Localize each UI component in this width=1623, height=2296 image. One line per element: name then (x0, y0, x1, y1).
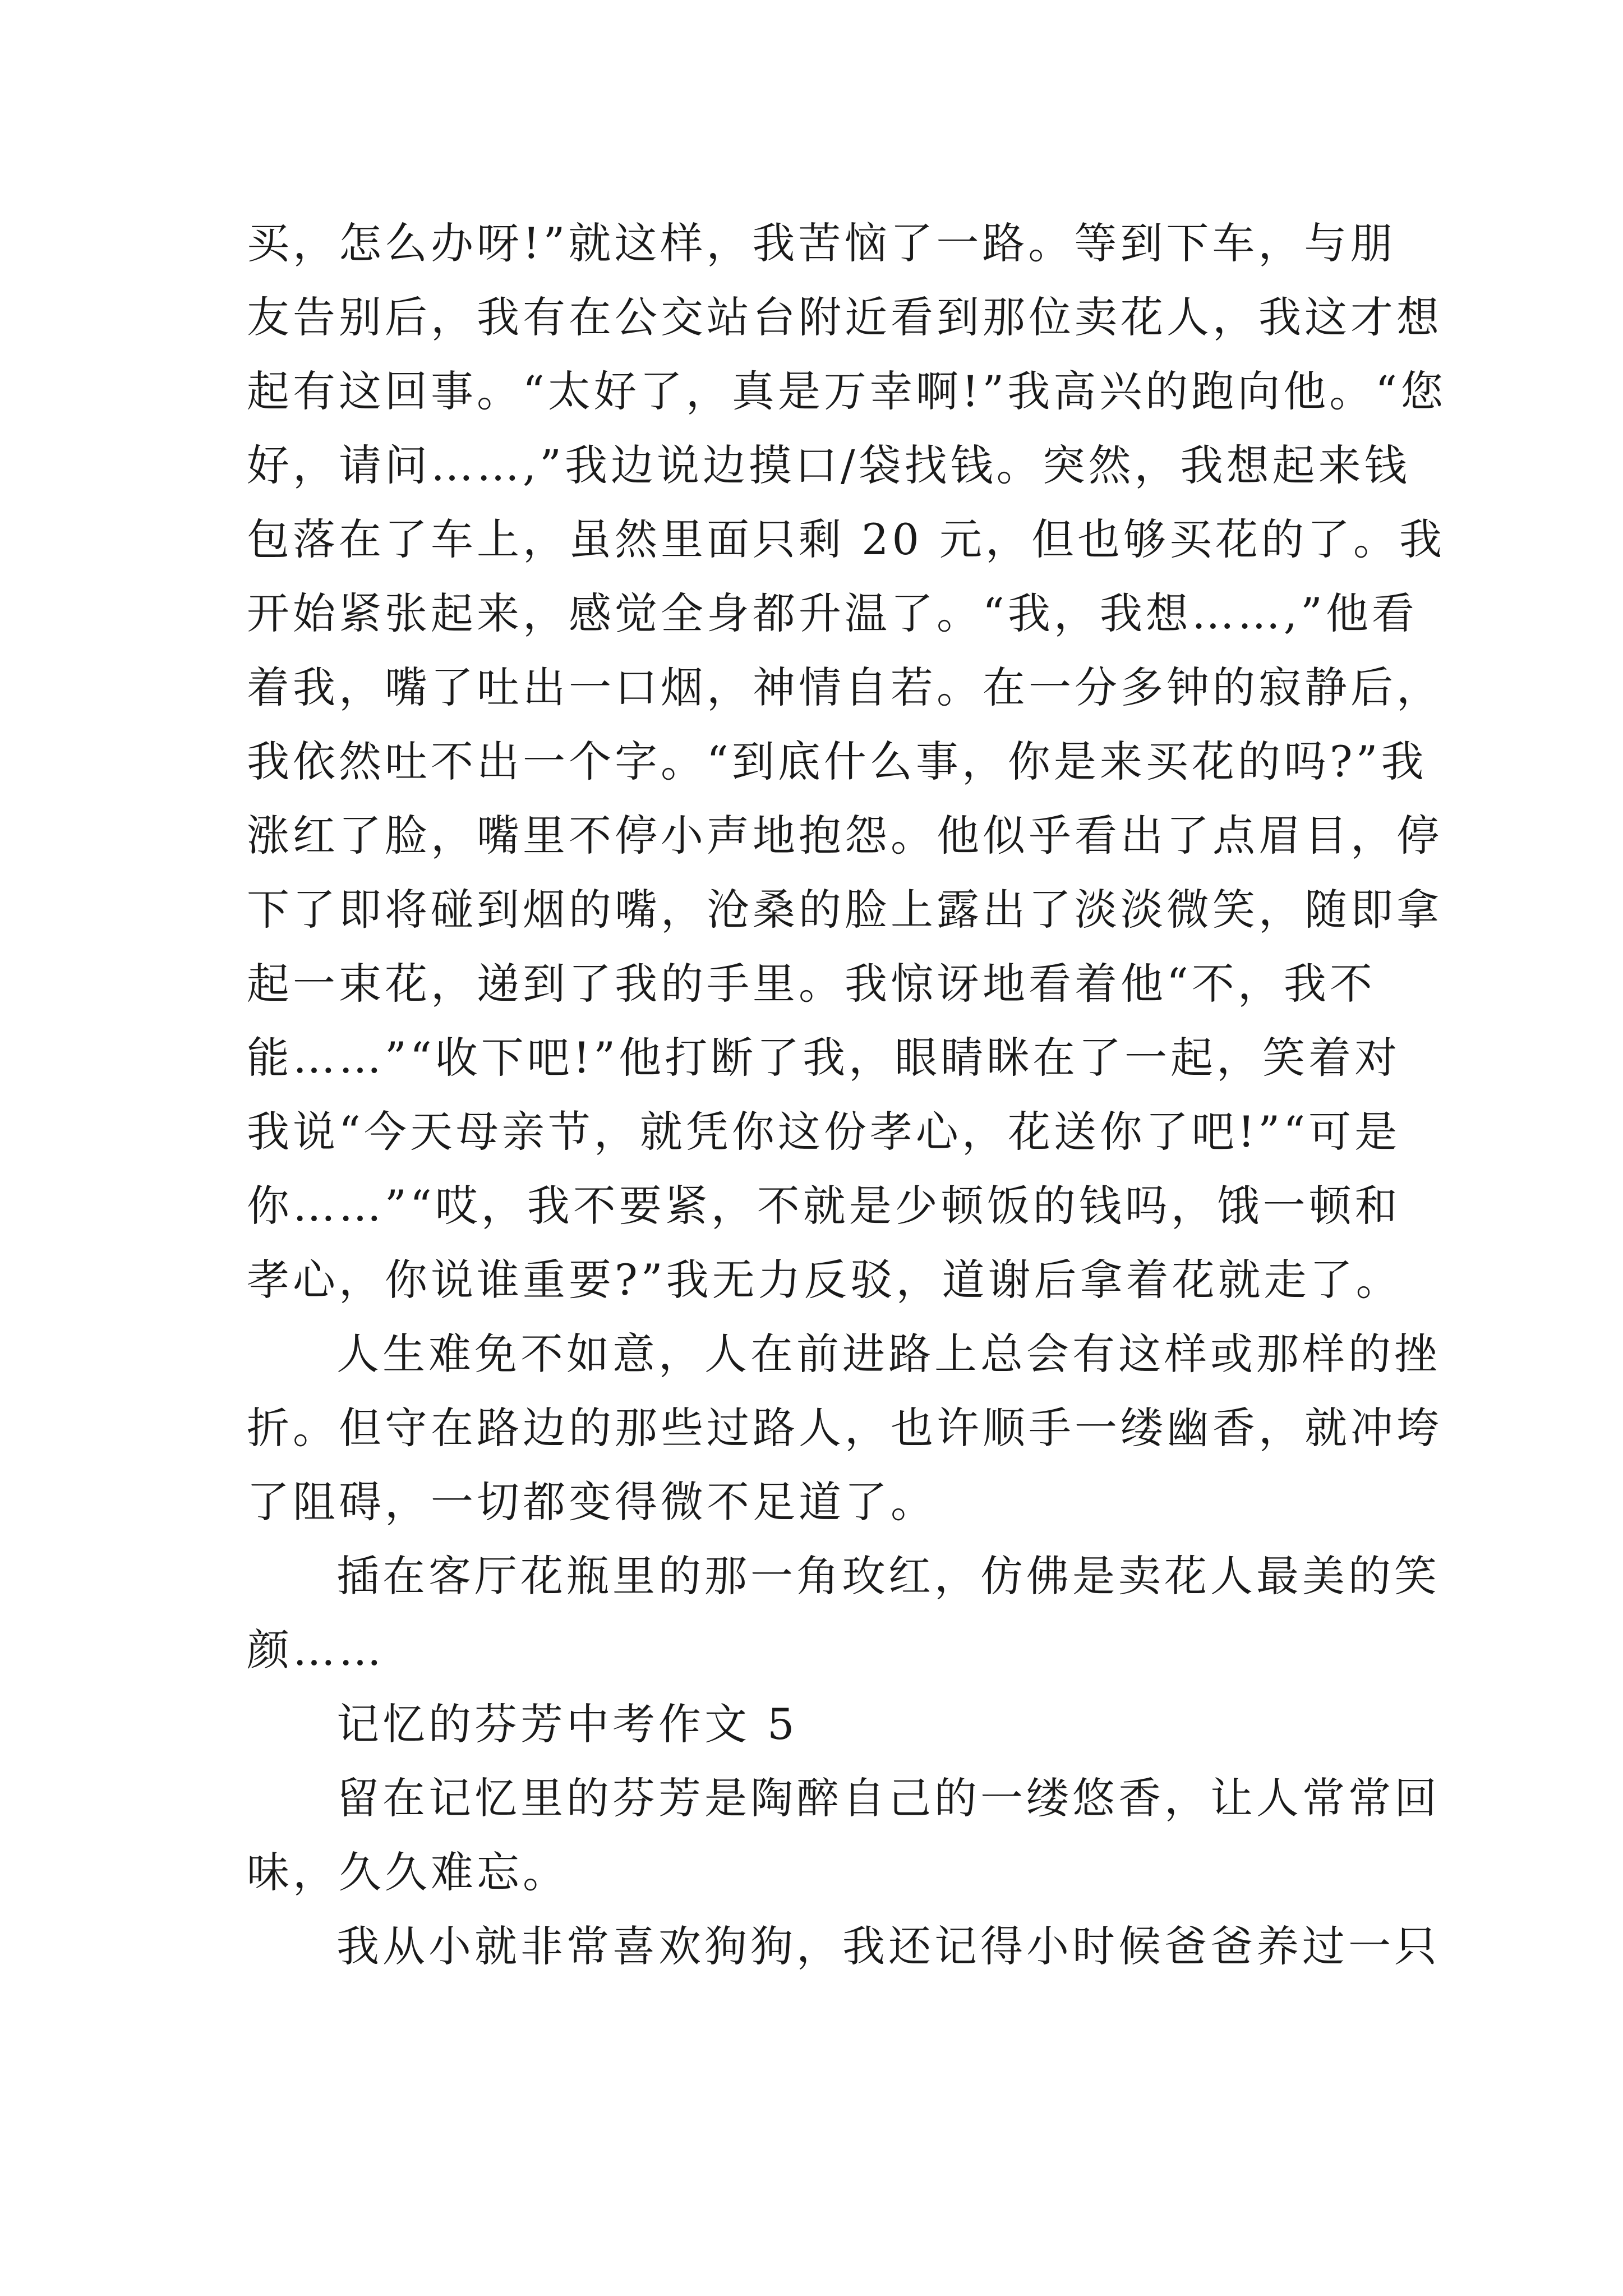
text-line: 开始紧张起来，感觉全身都升温了。“我，我想……,”他看 (247, 588, 1418, 638)
text-line: 我说“今天母亲节，就凭你这份孝心，花送你了吧!”“可是 (247, 1107, 1401, 1157)
text-line: 孝心，你说谁重要?”我无力反驳，道谢后拿着花就走了。 (247, 1255, 1402, 1305)
text-line: 味，久久难忘。 (247, 1847, 569, 1897)
text-line: 记忆的芬芳中考作文 5 (336, 1699, 798, 1749)
text-line: 了阻碍，一切都变得微不足道了。 (247, 1477, 937, 1527)
text-line: 买，怎么办呀!”就这样，我苦恼了一路。等到下车，与朋 (247, 218, 1396, 268)
text-line: 颜…… (247, 1625, 385, 1675)
text-line: 你……”“哎，我不要紧，不就是少顿饭的钱吗，饿一顿和 (247, 1181, 1401, 1231)
text-line: 折。但守在路边的那些过路人，也许顺手一缕幽香，就冲垮 (247, 1403, 1442, 1453)
text-line: 包落在了车上，虽然里面只剩 20 元，但也够买花的了。我 (247, 514, 1446, 564)
text-line: 留在记忆里的芬芳是陶醉自己的一缕悠香，让人常常回 (336, 1773, 1440, 1823)
text-line: 起有这回事。“太好了，真是万幸啊!”我高兴的跑向他。“您 (247, 366, 1447, 416)
text-line: 能……”“收下吧!”他打断了我，眼睛眯在了一起，笑着对 (247, 1033, 1401, 1083)
text-line: 好，请问……,”我边说边摸口/袋找钱。突然，我想起来钱 (247, 440, 1410, 490)
text-line: 起一束花，递到了我的手里。我惊讶地看着他“不，我不 (247, 959, 1376, 1009)
text-line: 我依然吐不出一个字。“到底什么事，你是来买花的吗?”我 (247, 737, 1427, 786)
text-line: 我从小就非常喜欢狗狗，我还记得小时候爸爸养过一只 (336, 1921, 1440, 1971)
text-line: 人生难免不如意，人在前进路上总会有这样或那样的挫 (336, 1329, 1440, 1379)
essay-text (247, 206, 1447, 1984)
text-line: 友告别后，我有在公交站台附近看到那位卖花人，我这才想 (247, 292, 1442, 342)
text-line: 下了即将碰到烟的嘴，沧桑的脸上露出了淡淡微笑，随即拿 (247, 885, 1442, 935)
text-line: 插在客厅花瓶里的那一角玫红，仿佛是卖花人最美的笑 (336, 1551, 1440, 1601)
text-line: 涨红了脸，嘴里不停小声地抱怨。他似乎看出了点眉目，停 (247, 811, 1442, 861)
text-line: 着我，嘴了吐出一口烟，神情自若。在一分多钟的寂静后， (247, 662, 1442, 712)
